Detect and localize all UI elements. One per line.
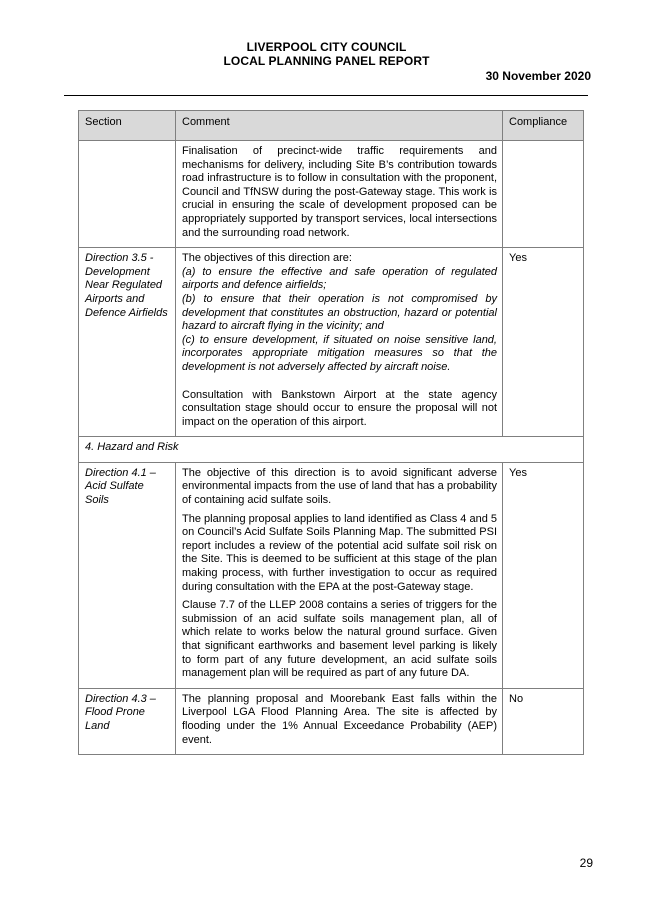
comment-cell	[176, 688, 503, 754]
table-row	[79, 688, 584, 754]
objective-a: (a) to ensure the effective and safe operation of regulated airports and defence airfields;	[182, 265, 497, 292]
compliance-table	[78, 110, 584, 755]
comment-paragraph: Clause 7.7 of the LLEP 2008 contains a series of triggers for the submission of an acid sulfate soils management plan, all of which relate to works below the natural ground surface. Given that significant earthworks and basement level parking is likely to form part of any future development, an acid sulfate soils management plan will be required as part of any future DA.	[182, 599, 497, 680]
compliance-cell: No	[503, 688, 584, 754]
compliance-cell	[503, 141, 584, 248]
comment-cell	[176, 248, 503, 437]
section-cell	[79, 141, 176, 248]
header-divider	[64, 95, 588, 96]
comment-paragraph: The planning proposal and Moorebank East falls within the Liverpool LGA Flood Planning Area. The site is affected by flooding under the 1% Annual Exceedance Probability (AEP) event.	[182, 692, 497, 746]
objectives-intro: The objectives of this direction are:	[182, 252, 352, 265]
compliance-cell: Yes	[503, 462, 584, 688]
table-row	[79, 462, 584, 688]
header-compliance: Compliance	[503, 111, 584, 141]
group-row	[79, 437, 584, 463]
header-comment: Comment	[176, 111, 503, 141]
table-row	[79, 248, 584, 437]
page-number: 29	[579, 856, 593, 870]
table-row	[79, 141, 584, 248]
report-date: 30 November 2020	[485, 69, 591, 83]
section-cell: Direction 3.5 - Development Near Regulated Airports and Defence Airfields	[79, 248, 176, 437]
comment-paragraph	[182, 252, 497, 374]
comment-paragraph: The objective of this direction is to avoid significant adverse environmental impacts from the use of land that has a probability of containing acid sulfate soils.	[182, 466, 497, 507]
group-heading: 4. Hazard and Risk	[79, 437, 584, 463]
comment-paragraph: The planning proposal applies to land identified as Class 4 and 5 on Council’s Acid Sulfate Soils Planning Map. The submitted PSI report includes a review of the potential acid sulfate soil risk on the Site. This is deemed to be sufficient at this stage of the plan making process, with further investigation to occur as required during consultation with the EPA at the post-Gateway stage.	[182, 512, 497, 593]
objective-b: (b) to ensure that their operation is not compromised by development that constitutes an obstruction, hazard or potential hazard to aircraft flying in the vicinity; and	[182, 292, 497, 333]
objective-c: (c) to ensure development, if situated on noise sensitive land, incorporates appropriate mitigation measures so that the development is not adversely affected by aircraft noise.	[182, 333, 497, 373]
section-cell: Direction 4.1 – Acid Sulfate Soils	[79, 462, 176, 688]
comment-paragraph: Finalisation of precinct-wide traffic requirements and mechanisms for delivery, including Site B’s contribution towards road infrastructure is to follow in consultation with the proponent, Council and TfNSW during the post-Gateway stage. This work is crucial in ensuring the scale of development proposed can be appropriately supported by transport services, local intersections and the surrounding road network.	[182, 145, 497, 239]
table-header-row	[79, 111, 584, 141]
comment-paragraph: Consultation with Bankstown Airport at the state agency consultation stage should occur to ensure the proposal will not impact on the operation of this airport.	[182, 388, 497, 428]
report-title: LOCAL PLANNING PANEL REPORT	[223, 54, 430, 68]
comment-cell	[176, 141, 503, 248]
comment-cell	[176, 462, 503, 688]
council-name: LIVERPOOL CITY COUNCIL	[246, 40, 407, 54]
compliance-cell: Yes	[503, 248, 584, 437]
header-section: Section	[79, 111, 176, 141]
section-cell: Direction 4.3 – Flood Prone Land	[79, 688, 176, 754]
